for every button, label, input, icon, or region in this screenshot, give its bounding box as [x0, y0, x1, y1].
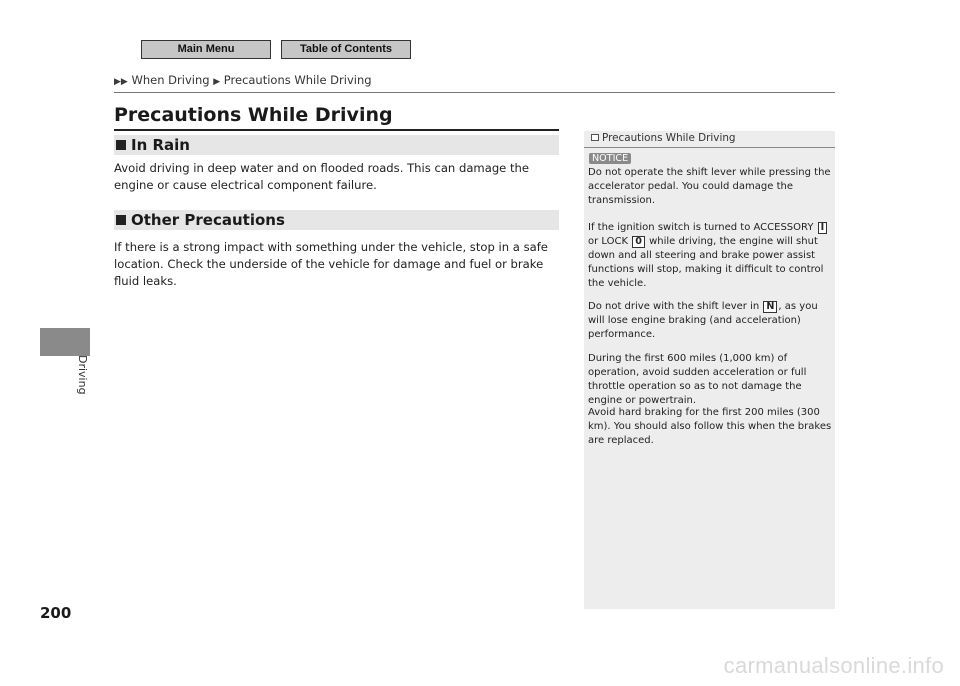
- section-text-other-precautions: If there is a strong impact with something under the vehicle, stop in a safe location. Check the underside of the vehicle for damage and fuel or brake fluid leaks.: [114, 240, 548, 288]
- section-heading-other-precautions: [114, 210, 559, 230]
- text-segment: while driving, the engine will shut down and all steering and brake power assist functions will stop, making it difficult to control the vehicle.: [588, 235, 824, 289]
- lock-key-icon: 0: [632, 236, 645, 248]
- sidebar-divider: [584, 147, 835, 148]
- notice-badge: NOTICE: [589, 153, 631, 164]
- neutral-warning-text: [588, 300, 834, 342]
- breadcrumb: [114, 73, 372, 87]
- breadcrumb-arrow-icon: ▶▶: [114, 77, 128, 87]
- square-bullet-icon: [116, 215, 126, 225]
- sidebar-notes: [584, 131, 835, 609]
- text-segment: Do not drive with the shift lever in: [588, 301, 760, 312]
- neutral-key-icon: N: [763, 301, 777, 313]
- header-divider: [114, 92, 835, 93]
- section-heading-in-rain: [114, 135, 559, 155]
- ignition-warning-text: [588, 221, 834, 291]
- reference-icon: [591, 134, 599, 141]
- section-heading-text: In Rain: [131, 136, 190, 154]
- sidebar-title: [591, 132, 736, 144]
- page-title: Precautions While Driving: [114, 104, 393, 126]
- main-menu-button[interactable]: Main Menu: [141, 40, 271, 59]
- square-bullet-icon: [116, 140, 126, 150]
- section-heading-text: Other Precautions: [131, 211, 285, 229]
- breadcrumb-item-current: Precautions While Driving: [223, 73, 372, 87]
- page-number: 200: [40, 604, 72, 622]
- braking-text: Avoid hard braking for the first 200 miles (300 km). You should also follow this when the brakes are replaced.: [588, 407, 832, 446]
- chapter-label: Driving: [76, 355, 89, 395]
- title-divider: [114, 129, 559, 131]
- text-segment: , as you will lose engine braking (and acceleration) performance.: [588, 301, 818, 340]
- chapter-tab[interactable]: [40, 328, 90, 356]
- text-segment: If the ignition switch is turned to ACCESSORY: [588, 222, 814, 233]
- break-in-text: During the first 600 miles (1,000 km) of operation, avoid sudden acceleration or full throttle operation so as to not damage the engine or powertrain.: [588, 353, 807, 406]
- watermark: carmanualsonline.info: [723, 653, 944, 678]
- table-of-contents-button[interactable]: Table of Contents: [281, 40, 411, 59]
- breadcrumb-item-when-driving[interactable]: When Driving: [131, 73, 210, 87]
- breadcrumb-separator-icon: ▶: [213, 77, 221, 87]
- section-text-in-rain: Avoid driving in deep water and on flooded roads. This can damage the engine or cause electrical component failure.: [114, 161, 530, 192]
- accessory-key-icon: I: [818, 222, 828, 234]
- sidebar-title-text: Precautions While Driving: [602, 132, 736, 144]
- notice-text: Do not operate the shift lever while pressing the accelerator pedal. You could damage the transmission.: [588, 167, 831, 206]
- text-segment: or LOCK: [588, 235, 629, 247]
